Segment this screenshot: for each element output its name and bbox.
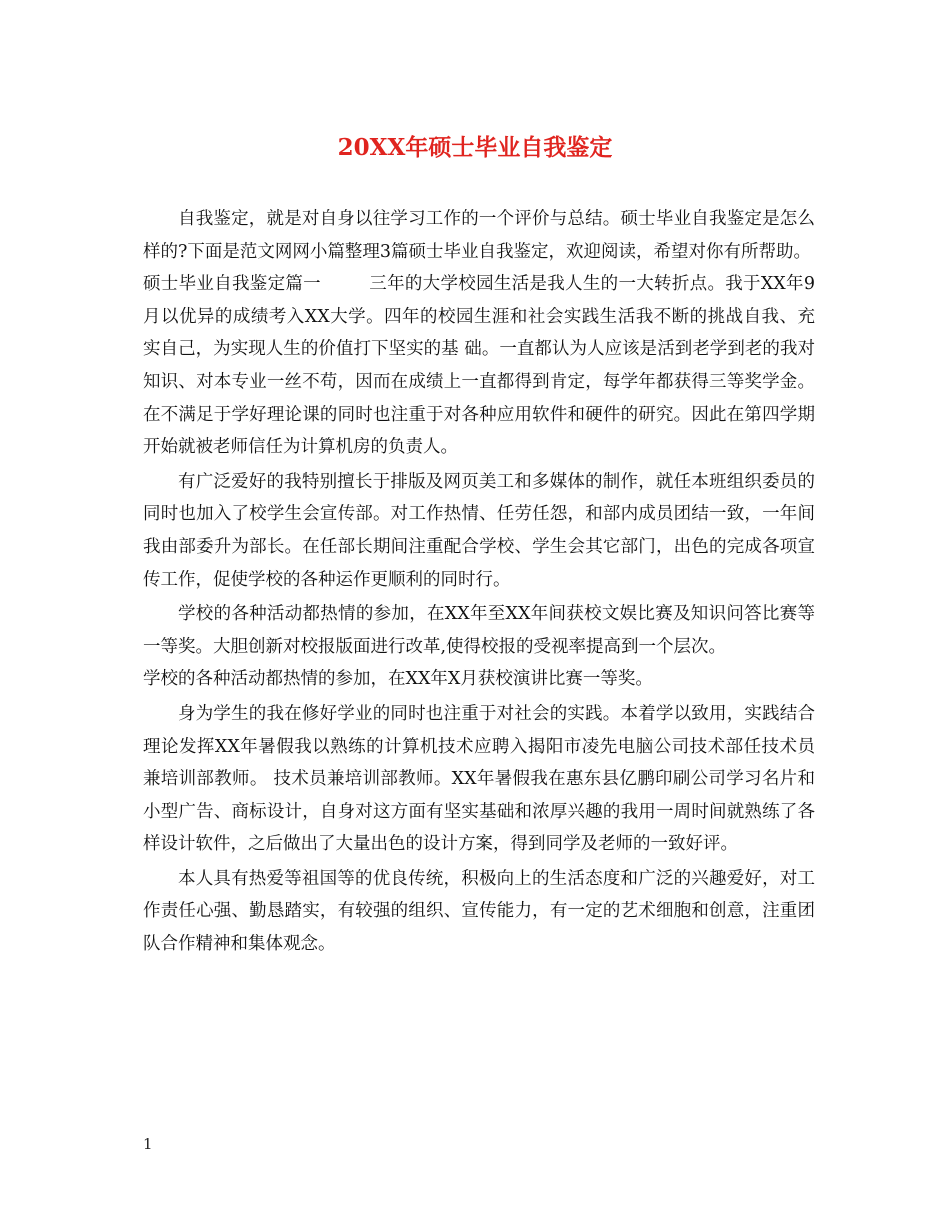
- section-one-paragraph: [143, 268, 815, 464]
- paragraph-character: 本人具有热爱等祖国等的优良传统，积极向上的生活态度和广泛的兴趣爱好，对工作责任心强、勤恳踏实，有较强的组织、宣传能力，有一定的艺术细胞和创意，注重团队合作精神和集体观念。: [143, 868, 815, 955]
- document-body: [143, 203, 815, 961]
- paragraph-activities: 学校的各种活动都热情的参加，在XX年至XX年间获校文娱比赛及知识问答比赛等一等奖。大胆创新对校报版面进行改革,使得校报的受视率提高到一个层次。: [143, 604, 815, 657]
- section-heading: 硕士毕业自我鉴定篇一: [143, 274, 321, 295]
- page-number: 1: [143, 1135, 153, 1153]
- document-title: 20XX年硕士毕业自我鉴定: [337, 134, 613, 161]
- paragraph-activities-continued: 学校的各种活动都热情的参加，在XX年X月获校演讲比赛一等奖。: [143, 669, 653, 690]
- section-one-text: 三年的大学校园生活是我人生的一大转折点。我于XX年9月以优异的成绩考入XX大学。四年的校园生涯和社会实践生活我不断的挑战自我、充实自己，为实现人生的价值打下坚实的基 础。一直都认为人应该是活到老学到老的我对知识、对本专业一丝不苟，因而在成绩上一直都得到肯定，每学年都获得三等奖学金。在不满足于学好理论课的同时也注重于对各种应用软件和硬件的研究。因此在第四学期开始就被老师信任为计算机房的负责人。: [143, 274, 815, 458]
- intro-paragraph: 自我鉴定，就是对自身以往学习工作的一个评价与总结。硕士毕业自我鉴定是怎么样的?下面是范文网网小篇整理3篇硕士毕业自我鉴定，欢迎阅读，希望对你有所帮助。: [143, 209, 815, 262]
- paragraph-practice: 身为学生的我在修好学业的同时也注重于对社会的实践。本着学以致用，实践结合理论发挥XX年暑假我以熟练的计算机技术应聘入揭阳市凌先电脑公司技术部任技术员兼培训部教师。 技术员兼培训部教师。XX年暑假我在惠东县亿鹏印刷公司学习名片和小型广告、商标设计，自身对这方面有坚实基础和浓厚兴趣的我用一周时间就熟练了各样设计软件，之后做出了大量出色的设计方案，得到同学及老师的一致好评。: [143, 703, 815, 855]
- paragraph-hobbies: 有广泛爱好的我特别擅长于排版及网页美工和多媒体的制作，就任本班组织委员的同时也加入了校学生会宣传部。对工作热情、任劳任怨，和部内成员团结一致，一年间我由部委升为部长。在任部长期间注重配合学校、学生会其它部门，出色的完成各项宣传工作，促使学校的各种运作更顺利的同时行。: [143, 471, 815, 590]
